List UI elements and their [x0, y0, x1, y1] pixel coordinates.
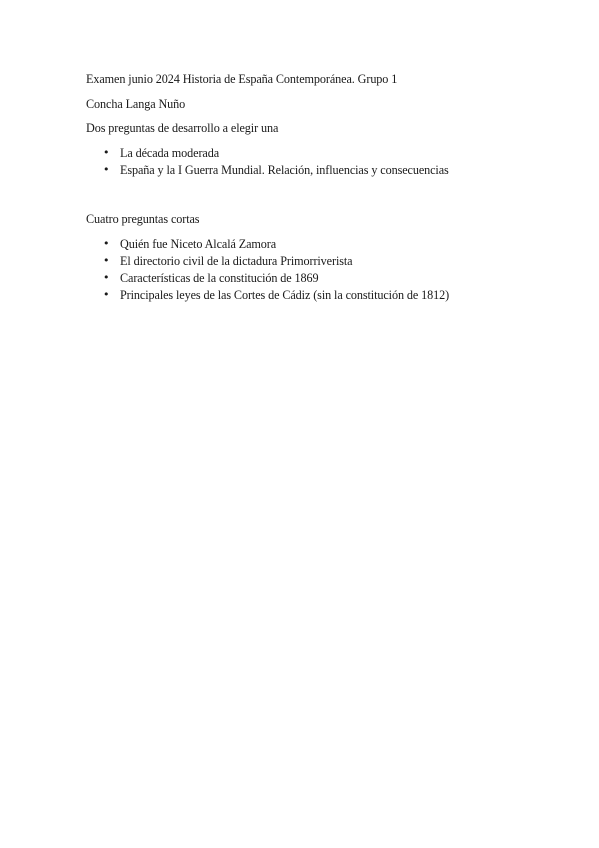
list-item-text: La década moderada — [120, 146, 220, 160]
bullet-icon: • — [103, 288, 110, 301]
list-item — [86, 145, 449, 162]
bullet-icon: • — [103, 163, 110, 176]
list-item-text: El directorio civil de la dictadura Primorriverista — [120, 254, 353, 268]
list-item — [86, 162, 449, 179]
list-item — [86, 287, 449, 304]
section2-heading: Cuatro preguntas cortas — [86, 212, 200, 226]
bullet-icon: • — [103, 254, 110, 267]
document-title: Examen junio 2024 Historia de España Contemporánea. Grupo 1 — [86, 72, 398, 86]
list-item-text: España y la I Guerra Mundial. Relación, influencias y consecuencias — [120, 163, 449, 177]
bullet-icon: • — [103, 146, 110, 159]
list-item — [86, 236, 449, 253]
bullet-icon: • — [103, 237, 110, 250]
list-item — [86, 270, 449, 287]
short-questions-list — [86, 236, 449, 304]
section1-heading: Dos preguntas de desarrollo a elegir una — [86, 121, 279, 135]
list-item-text: Características de la constitución de 1869 — [120, 271, 319, 285]
document-author: Concha Langa Nuño — [86, 97, 186, 111]
list-item — [86, 253, 449, 270]
list-item-text: Principales leyes de las Cortes de Cádiz (sin la constitución de 1812) — [120, 288, 450, 302]
list-item-text: Quién fue Niceto Alcalá Zamora — [120, 237, 277, 251]
bullet-icon: • — [103, 271, 110, 284]
essay-questions-list — [86, 145, 449, 179]
